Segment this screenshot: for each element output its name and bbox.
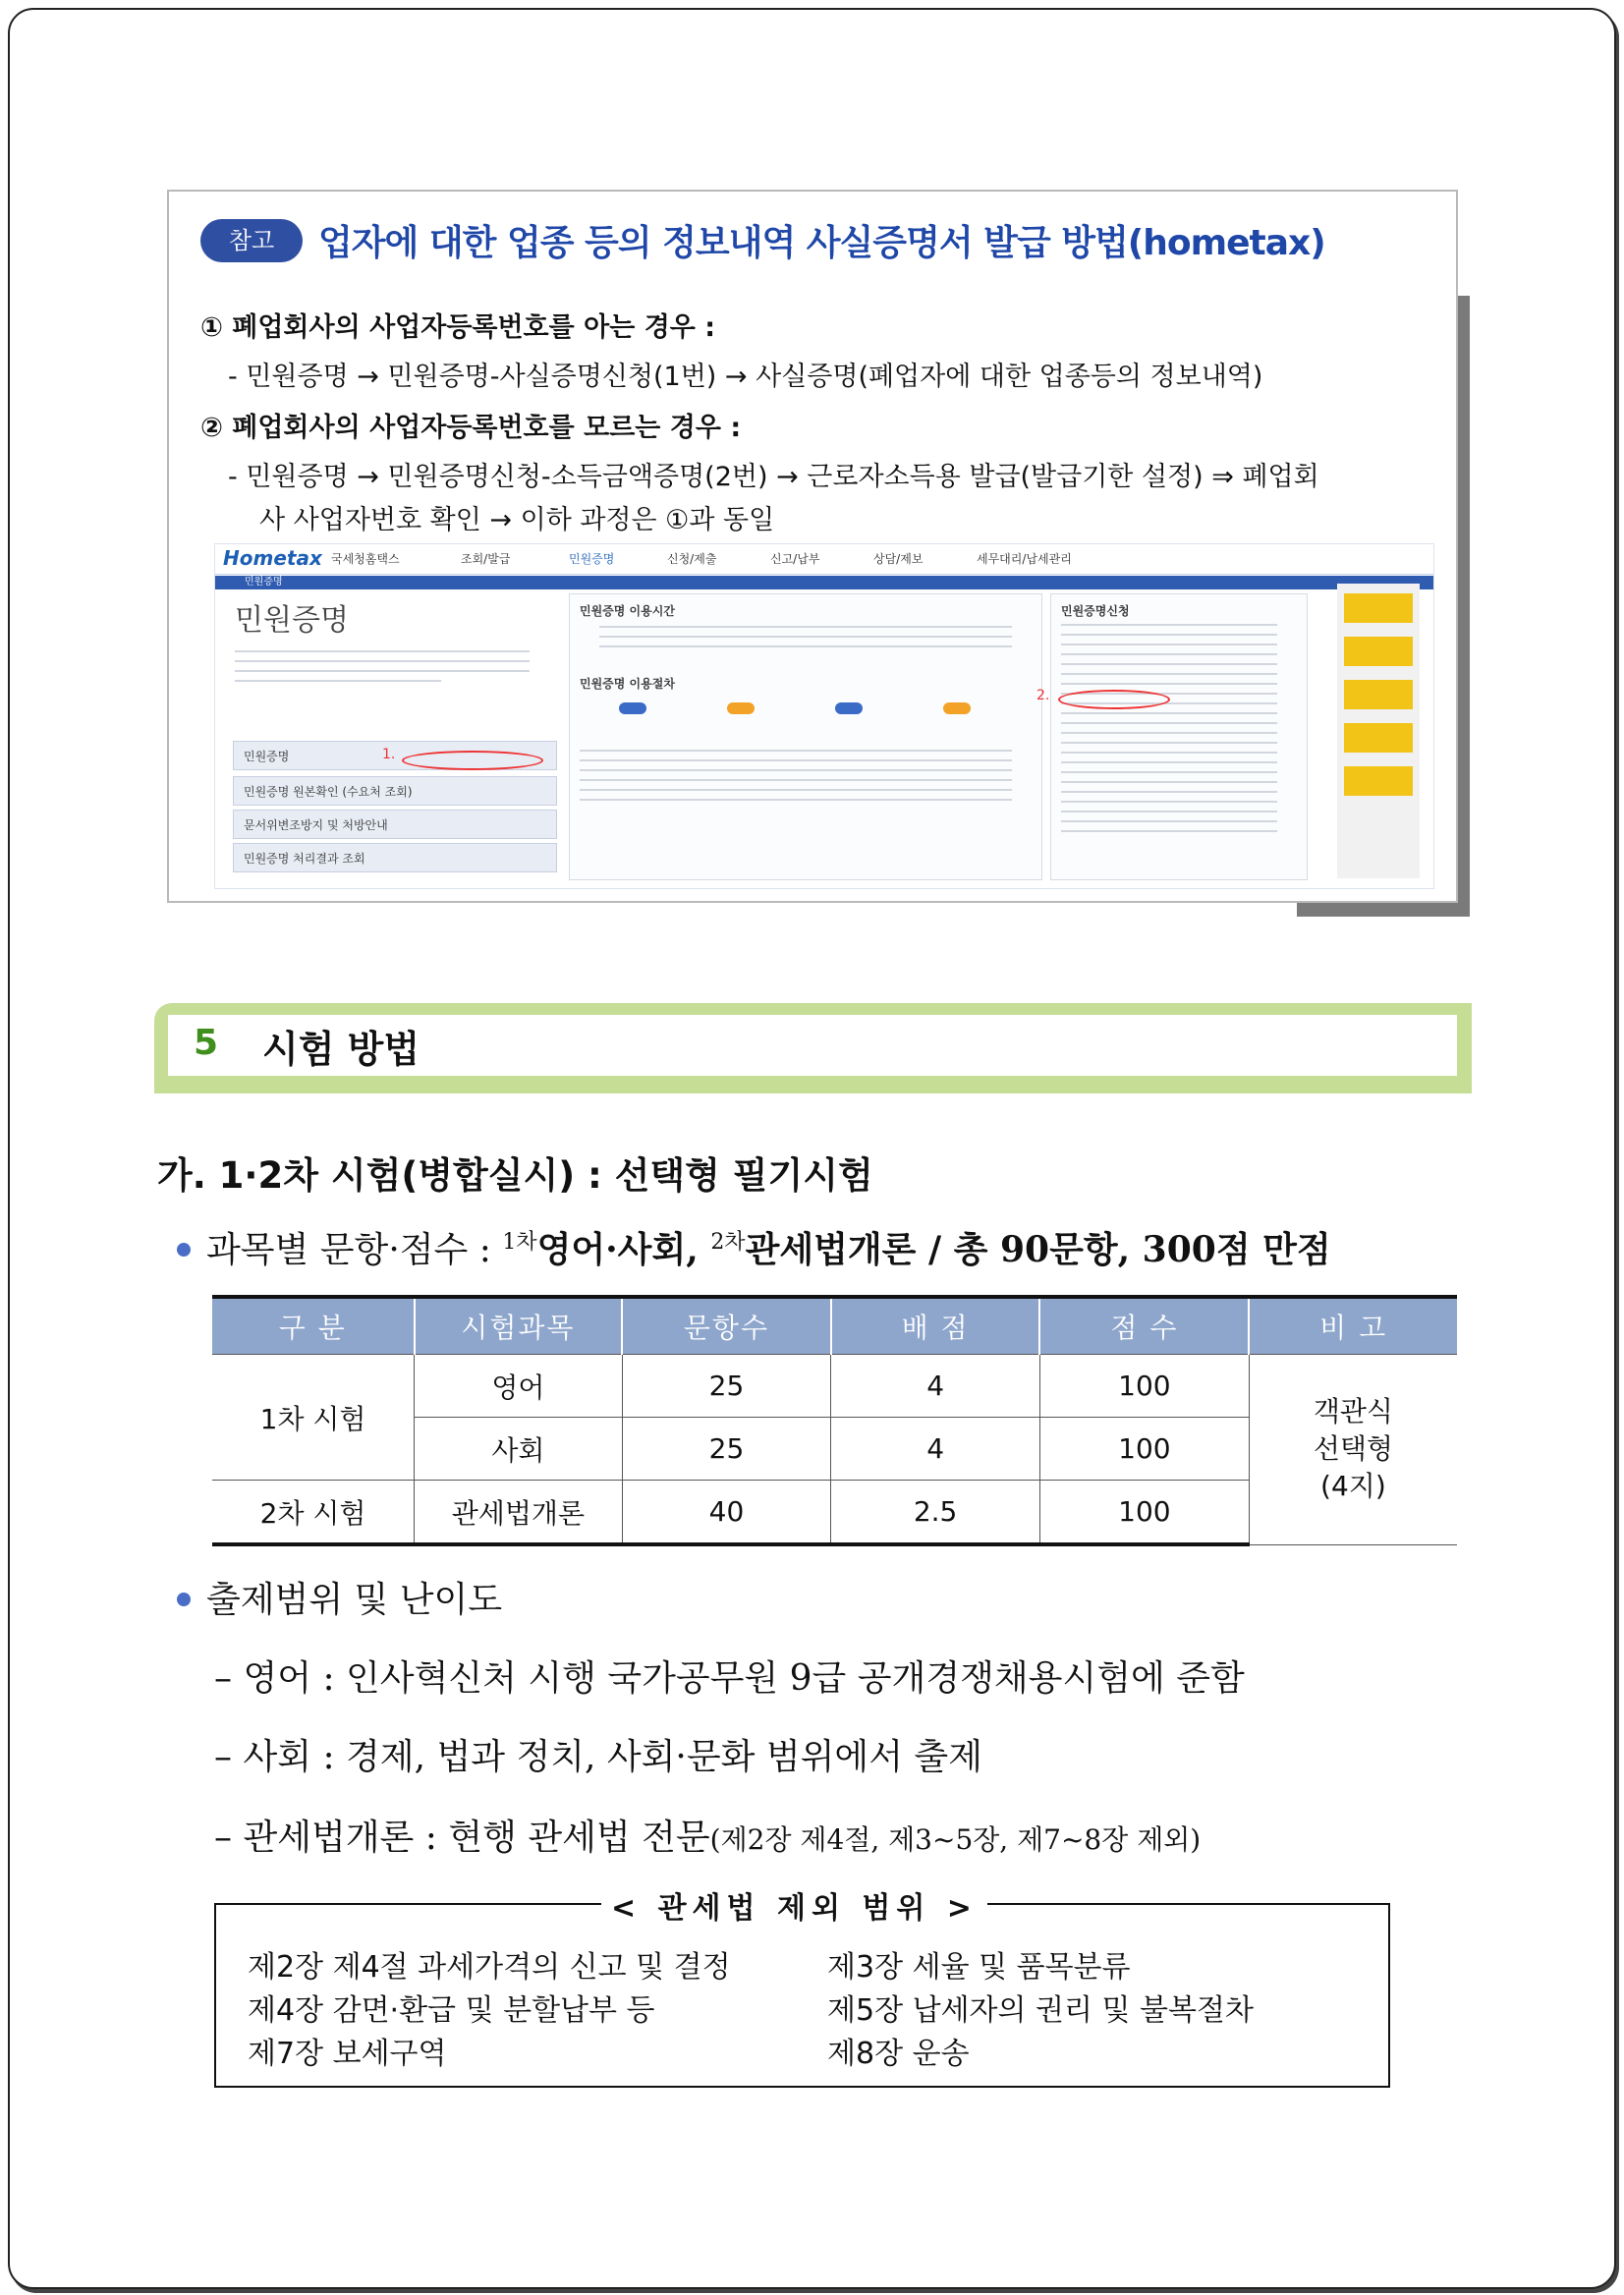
- exclusion-item: 제4장 감면·환급 및 분할납부 등: [248, 1993, 655, 2028]
- nav-item[interactable]: 세무대리/납세관리: [977, 552, 1072, 566]
- step-dot: [943, 702, 971, 714]
- subject-cell: 영어: [415, 1355, 623, 1418]
- exclusion-item: 제8장 운송: [827, 2037, 970, 2071]
- hometax-screenshot: [214, 543, 1434, 889]
- reference-title: 업자에 대한 업종 등의 정보내역 사실증명서 발급 방법(hometax): [318, 223, 1325, 263]
- weight-cell: 4: [831, 1418, 1040, 1481]
- exam-table: [212, 1295, 1457, 1546]
- table-header: 문항수: [622, 1297, 831, 1355]
- side-quick-menu: [1337, 584, 1420, 878]
- scope-customs: – 관세법개론 : 현행 관세법 전문(제2장 제4절, 제3~5장, 제7~8장 제외): [214, 1818, 1202, 1858]
- bullet-question-score: 과목별 문항·점수 : $^{1차}$영어·사회, $^{2차}$관세법개론 / 총 90문항, 300점 만점: [177, 1222, 1331, 1272]
- reference-badge: 참고: [200, 219, 303, 262]
- table-header: 점 수: [1039, 1297, 1249, 1355]
- shadow-right: [1458, 296, 1470, 905]
- intro-text-lines: [235, 643, 530, 690]
- section-number: 5: [194, 1023, 219, 1063]
- table-header: 시험과목: [415, 1297, 623, 1355]
- count-cell: 40: [622, 1481, 831, 1545]
- round-cell: 2차 시험: [212, 1481, 415, 1545]
- highlight-circle: [1058, 690, 1170, 709]
- table-header-row: [212, 1297, 1457, 1355]
- round-cell: 1차 시험: [212, 1355, 415, 1481]
- nav-item[interactable]: 민원증명: [569, 552, 615, 566]
- nav-item[interactable]: 국세청홈택스: [331, 552, 400, 566]
- marker-1: 1.: [382, 747, 396, 762]
- section-title: 시험 방법: [262, 1028, 420, 1071]
- bullet-scope: 출제범위 및 난이도: [177, 1572, 502, 1622]
- marker-2: 2.: [1036, 688, 1050, 703]
- exclusion-item: 제2장 제4절 과세가격의 신고 및 결정: [248, 1950, 731, 1985]
- weight-cell: 2.5: [831, 1481, 1040, 1545]
- request-panel: [1050, 593, 1308, 880]
- hometax-top-bar: [215, 544, 1433, 575]
- quick-button[interactable]: [1344, 593, 1413, 623]
- table-header: 배 점: [831, 1297, 1040, 1355]
- nav-item[interactable]: 신고/납부: [770, 552, 820, 566]
- table-header: 구 분: [212, 1297, 415, 1355]
- quick-button[interactable]: [1344, 723, 1413, 753]
- reference-box: [167, 190, 1458, 903]
- bullet-icon: [177, 1243, 191, 1257]
- step-dot: [727, 702, 755, 714]
- request-title: 민원증명신청: [1061, 604, 1130, 618]
- usage-panel: [569, 593, 1042, 880]
- hometax-heading: 민원증명: [235, 603, 349, 638]
- scope-english: – 영어 : 인사혁신처 시행 국가공무원 9급 공개경쟁채용시험에 준함: [214, 1658, 1245, 1699]
- step-dot: [835, 702, 863, 714]
- case2-detail-2: 사 사업자번호 확인 → 이하 과정은 ①과 동일: [259, 505, 775, 535]
- subsection-heading: 가. 1·2차 시험(병합실시) : 선택형 필기시험: [157, 1154, 873, 1197]
- nav-item[interactable]: 신청/제출: [667, 552, 717, 566]
- usage-process-title: 민원증명 이용절차: [580, 677, 675, 691]
- highlight-circle: [402, 751, 543, 770]
- subject-cell: 관세법개론: [415, 1481, 623, 1545]
- menu-item[interactable]: 민원증명 처리결과 조회: [233, 843, 557, 872]
- case2-heading: ② 폐업회사의 사업자등록번호를 모르는 경우 :: [200, 413, 742, 443]
- bullet-icon: [177, 1593, 191, 1606]
- menu-item[interactable]: 민원증명 원본확인 (수요처 조회): [233, 776, 557, 806]
- nav-item[interactable]: 상담/제보: [873, 552, 924, 566]
- quick-button[interactable]: [1344, 766, 1413, 796]
- quick-button[interactable]: [1344, 637, 1413, 666]
- shadow-bottom: [1297, 903, 1470, 917]
- table-row: [212, 1355, 1457, 1418]
- quick-button[interactable]: [1344, 680, 1413, 709]
- score-cell: 100: [1039, 1418, 1249, 1481]
- table-header: 비 고: [1249, 1297, 1457, 1355]
- exclusion-item: 제5장 납세자의 권리 및 불복절차: [827, 1993, 1254, 2028]
- scope-society: – 사회 : 경제, 법과 정치, 사회·문화 범위에서 출제: [214, 1737, 982, 1777]
- step-dot: [619, 702, 646, 714]
- count-cell: 25: [622, 1355, 831, 1418]
- case1-heading: ① 폐업회사의 사업자등록번호를 아는 경우 :: [200, 312, 716, 343]
- count-cell: 25: [622, 1418, 831, 1481]
- weight-cell: 4: [831, 1355, 1040, 1418]
- nav-item[interactable]: 조회/발급: [461, 552, 511, 566]
- hometax-logo: Hometax: [223, 546, 322, 570]
- menu-item[interactable]: 문서위변조방지 및 처방안내: [233, 810, 557, 839]
- section-5-header: [154, 1003, 1472, 1093]
- note-cell: 객관식 선택형 (4지): [1249, 1355, 1457, 1545]
- score-cell: 100: [1039, 1481, 1249, 1545]
- usage-time-title: 민원증명 이용시간: [580, 604, 675, 618]
- menu-item[interactable]: 민원증명: [233, 741, 557, 770]
- hometax-menu-bar: [215, 576, 1433, 589]
- exclusion-box: [214, 1891, 1390, 2088]
- menu-bar-label: 민원증명: [245, 577, 283, 588]
- case1-detail: - 민원증명 → 민원증명-사실증명신청(1번) → 사실증명(폐업자에 대한 업종등의 정보내역): [228, 362, 1263, 392]
- case2-detail-1: - 민원증명 → 민원증명신청-소득금액증명(2번) → 근로자소득용 발급(발급기한 설정) ⇒ 폐업회: [228, 462, 1319, 492]
- score-cell: 100: [1039, 1355, 1249, 1418]
- subject-cell: 사회: [415, 1418, 623, 1481]
- exclusion-item: 제7장 보세구역: [248, 2037, 447, 2071]
- exclusion-title: < 관세법 제외 범위 >: [601, 1883, 987, 1927]
- exclusion-item: 제3장 세율 및 품목분류: [827, 1950, 1131, 1985]
